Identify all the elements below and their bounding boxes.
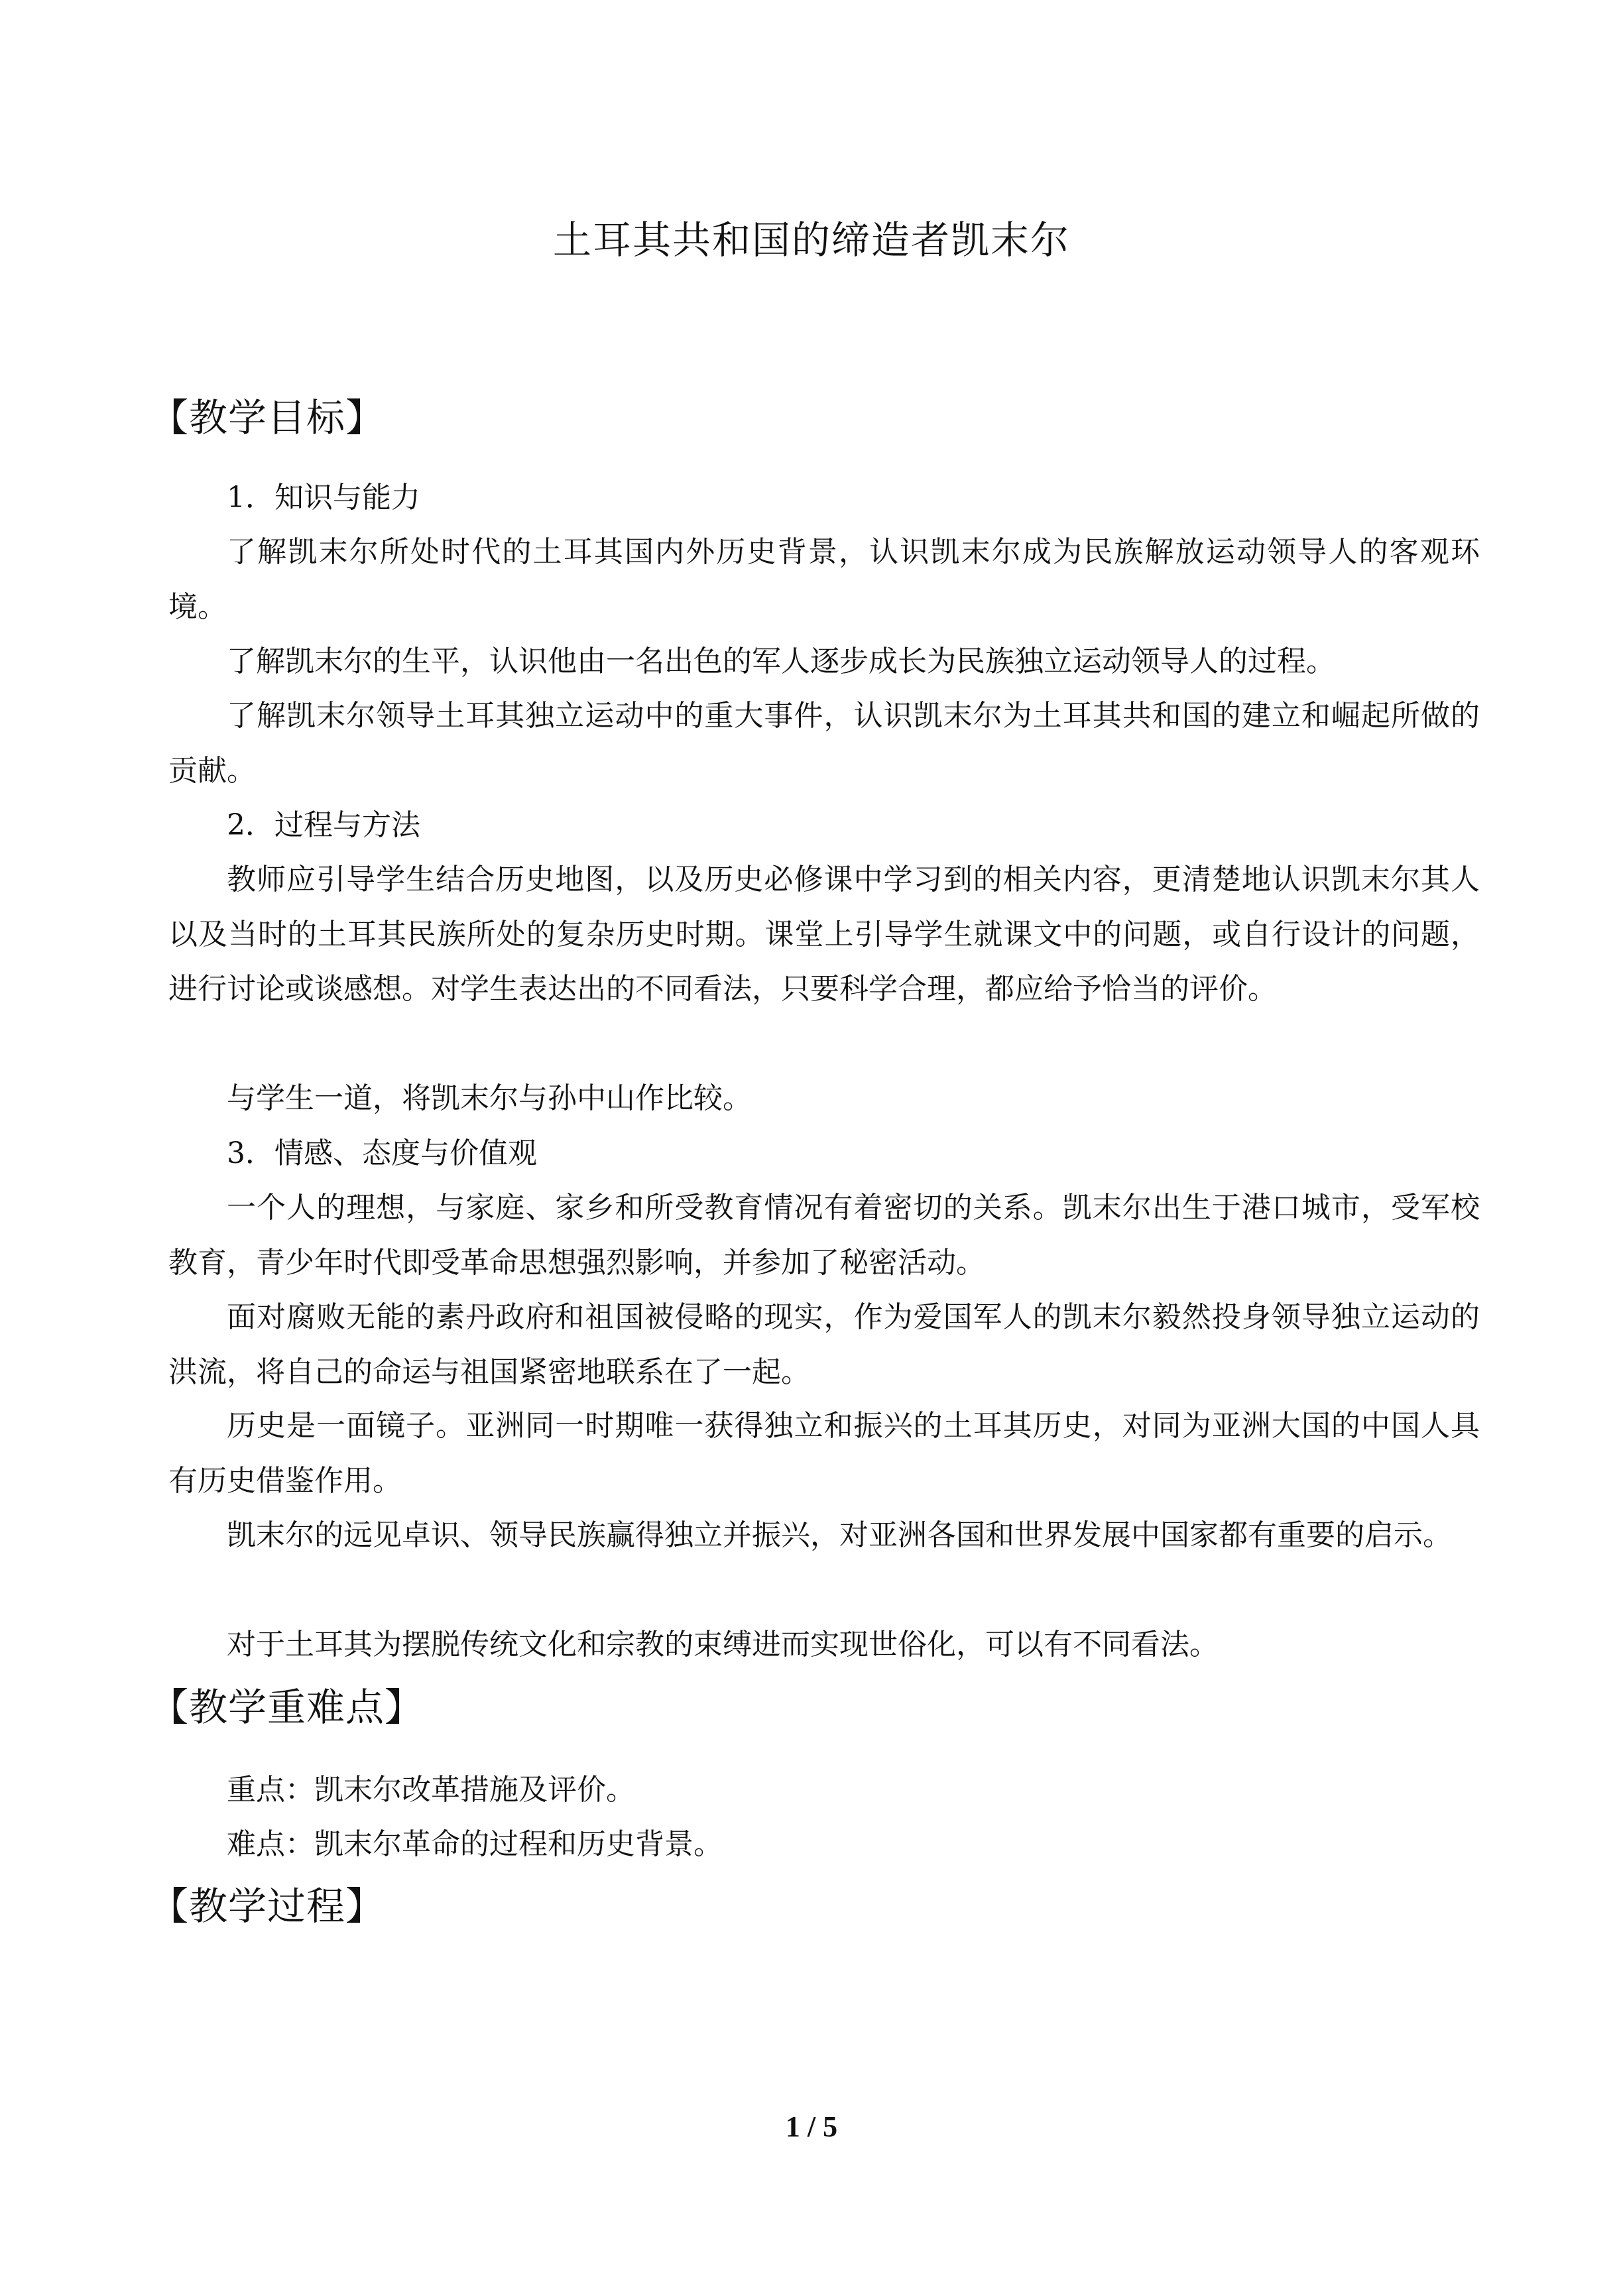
section-heading-key-points: 【教学重难点】 [150,1685,424,1730]
paragraph-emotion-3: 历史是一面镜子。亚洲同一时期唯一获得独立和振兴的土耳其历史，对同为亚洲大国的中国人具有历史借鉴作用。 [168,1409,1480,1498]
section-heading-objectives: 【教学目标】 [150,395,385,440]
paragraph-emotion-5: 对于土耳其为摆脱传统文化和宗教的束缚进而实现世俗化，可以有不同看法。 [227,1628,1219,1662]
paragraph-emotion-4: 凯末尔的远见卓识、领导民族赢得独立并振兴，对亚洲各国和世界发展中国家都有重要的启示。 [227,1518,1452,1552]
paragraph-process-1: 教师应引导学生结合历史地图，以及历史必修课中学习到的相关内容，更清楚地认识凯末尔其人以及当时的土耳其民族所处的复杂历史时期。课堂上引导学生就课文中的问题，或自行设计的问题，进行讨论或谈感想。对学生表达出的不同看法，只要科学合理，都应给予恰当的评价。 [168,863,1480,1006]
paragraph-knowledge-2: 了解凯末尔的生平，认识他由一名出色的军人逐步成长为民族独立运动领导人的过程。 [227,644,1335,678]
paragraph-difficulty: 难点：凯末尔革命的过程和历史背景。 [227,1827,723,1861]
section-heading-process: 【教学过程】 [150,1884,385,1929]
subheading-process: 2．过程与方法 [227,808,420,842]
paragraph-focus: 重点：凯末尔改革措施及评价。 [227,1773,635,1807]
paragraph-emotion-1: 一个人的理想，与家庭、家乡和所受教育情况有着密切的关系。凯末尔出生于港口城市，受军校教育，青少年时代即受革命思想强烈影响，并参加了秘密活动。 [168,1191,1480,1280]
paragraph-process-2: 与学生一道，将凯末尔与孙中山作比较。 [227,1081,752,1115]
document-title: 土耳其共和国的缔造者凯末尔 [552,217,1070,263]
paragraph-knowledge-1: 了解凯末尔所处时代的土耳其国内外历史背景，认识凯末尔成为民族解放运动领导人的客观环境。 [168,535,1480,624]
page-number: 1 / 5 [785,2110,838,2143]
paragraph-knowledge-3: 了解凯末尔领导土耳其独立运动中的重大事件，认识凯末尔为土耳其共和国的建立和崛起所做的贡献。 [168,699,1480,788]
subheading-emotion: 3．情感、态度与价值观 [227,1136,537,1170]
paragraph-emotion-2: 面对腐败无能的素丹政府和祖国被侵略的现实，作为爱国军人的凯末尔毅然投身领导独立运动的洪流，将自己的命运与祖国紧密地联系在了一起。 [168,1300,1480,1389]
subheading-knowledge: 1．知识与能力 [227,481,420,514]
